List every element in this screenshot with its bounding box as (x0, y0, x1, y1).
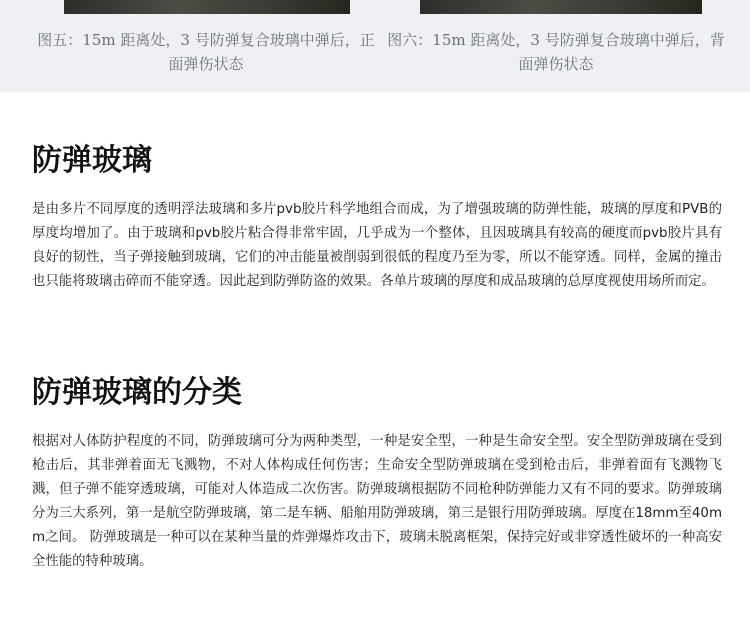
section-body-bulletproof-glass: 是由多片不同厚度的透明浮法玻璃和多片pvb胶片科学地组合而成，为了增强玻璃的防弹性能，玻璃的厚度和PVB的厚度均增加了。由于玻璃和pvb胶片粘合得非常牢固，几乎成为一个整体，且因玻璃具有较高的硬度而pvb胶片具有良好的韧性，当子弹接触到玻璃，它们的冲击能量被削弱到很低的程度乃至为零，所以不能穿透。同样，金属的撞击也只能将玻璃击碎而不能穿透。因此起到防弹防盗的效果。各单片玻璃的厚度和成品玻璃的总厚度视使用场所而定。 (32, 202, 722, 289)
bullet-damage-front-photo (64, 0, 350, 14)
figure-strip (0, 0, 750, 92)
section-title-bulletproof-glass: 防弹玻璃 (32, 143, 152, 178)
figure-caption-back: 图六：15m 距离处，3 号防弹复合玻璃中弹后，背面弹伤状态 (387, 31, 725, 73)
figure-caption-front: 图五：15m 距离处，3 号防弹复合玻璃中弹后，正面弹伤状态 (37, 31, 375, 73)
bullet-damage-back-photo (420, 0, 702, 14)
section-title-classification: 防弹玻璃的分类 (32, 375, 242, 410)
section-body-classification: 根据对人体防护程度的不同，防弹玻璃可分为两种类型，一种是安全型，一种是生命安全型。安全型防弹玻璃在受到枪击后，其非弹着面无飞溅物，不对人体构成任何伤害；生命安全型防弹玻璃在受到枪击后，非弹着面有飞溅物飞溅，但子弹不能穿透玻璃，可能对人体造成二次伤害。防弹玻璃根据防不同枪种防弹能力又有不同的要求。防弹玻璃分为三大系列，第一是航空防弹玻璃，第二是车辆、船舶用防弹玻璃，第三是银行用防弹玻璃。厚度在18mm至40mm之间。 防弹玻璃是一种可以在某种当量的炸弹爆炸攻击下，玻璃未脱离框架，保持完好或非穿透性破坏的一种高安全性能的特种玻璃。 (32, 434, 722, 569)
